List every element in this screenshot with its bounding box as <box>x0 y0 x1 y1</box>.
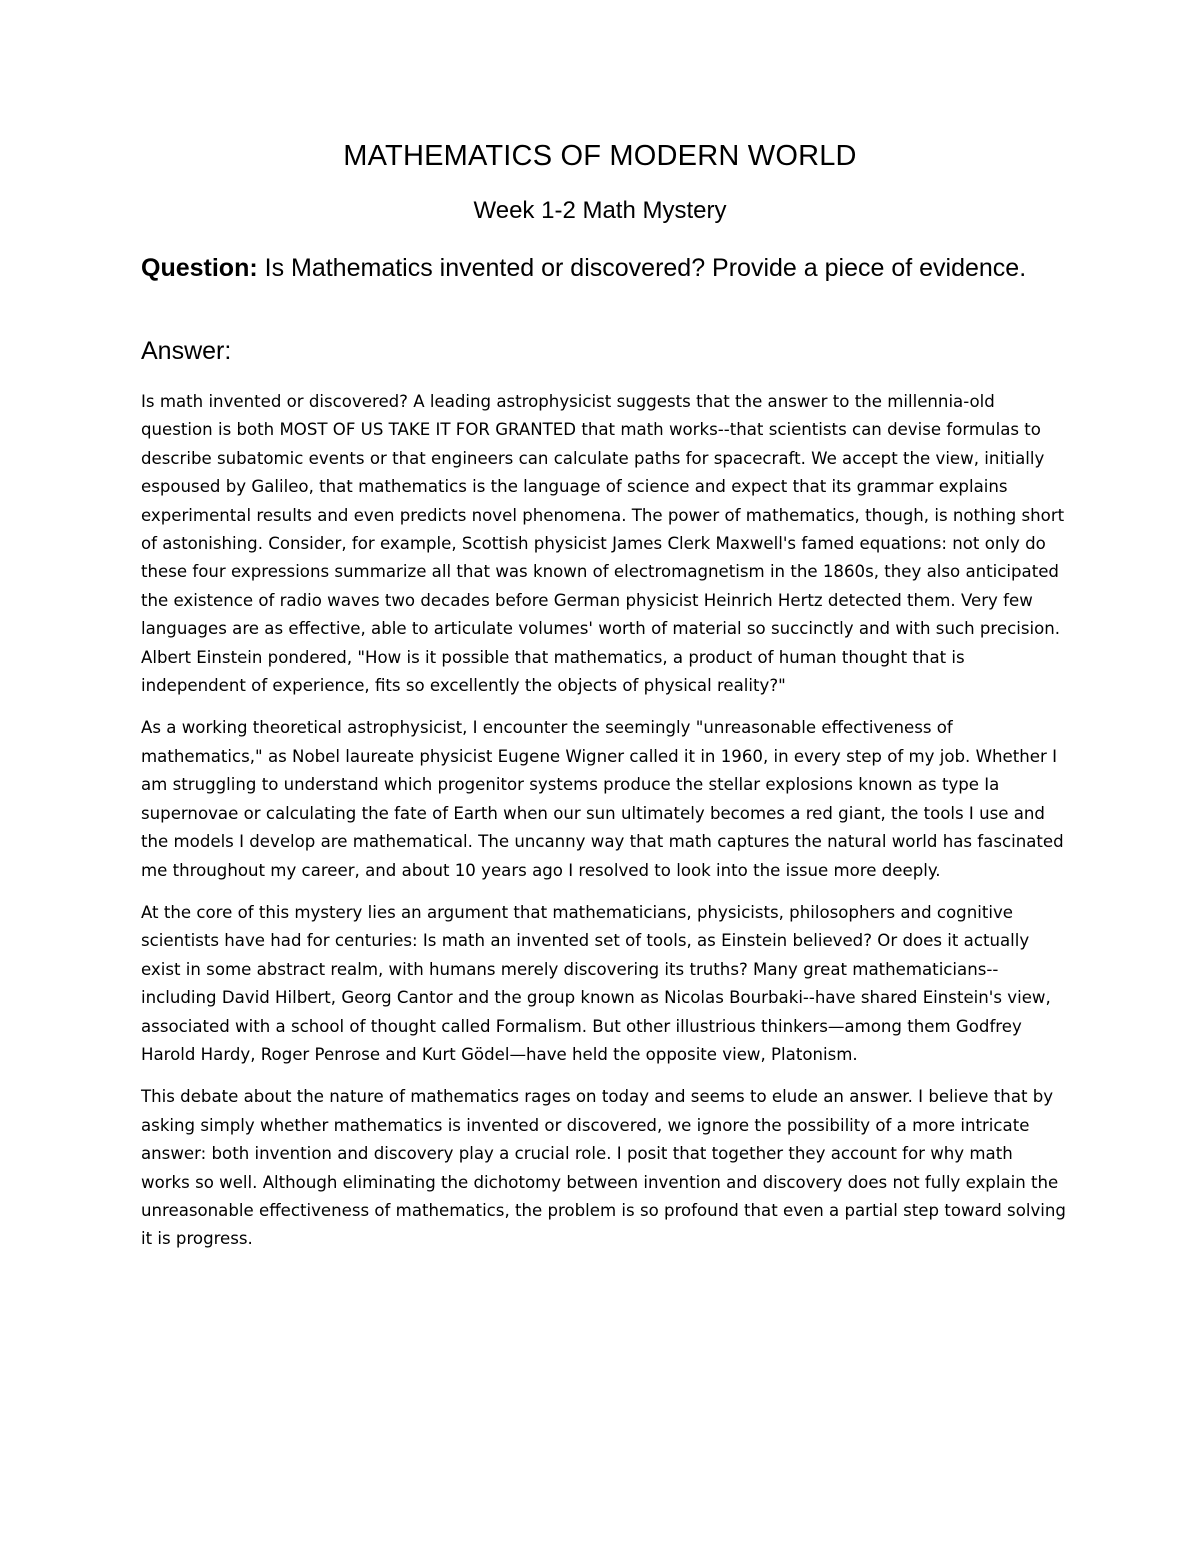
answer-paragraph: This debate about the nature of mathematics rages on today and seems to elude an answer. I believe that by asking simply whether mathematics is invented or discovered, we ignore the possibility of a more intricate answer: both invention and discovery play a crucial role. I posit that together they account for why math works so well. Although eliminating the dichotomy between invention and discovery does not fully explain the unreasonable effectiveness of mathematics, the problem is so profound that even a partial step toward solving it is progress. <box>141 1087 1066 1249</box>
answer-paragraph: As a working theoretical astrophysicist, I encounter the seemingly "unreasonable effectiveness of mathematics," as Nobel laureate physicist Eugene Wigner called it in 1960, in every step of my job. Whether I am struggling to understand which progenitor systems produce the stellar explosions known as type Ia supernovae or calculating the fate of Earth when our sun ultimately becomes a red giant, the tools I use and the models I develop are mathematical. The uncanny way that math captures the natural world has fascinated me throughout my career, and about 10 years ago I resolved to look into the issue more deeply. <box>141 718 1064 880</box>
answer-paragraph: Is math invented or discovered? A leading astrophysicist suggests that the answer to the millennia-old question is both MOST OF US TAKE IT FOR GRANTED that math works--that scientists can devise formulas to describe subatomic events or that engineers can calculate paths for spacecraft. We accept the view, initially espoused by Galileo, that mathematics is the language of science and expect that its grammar explains experimental results and even predicts novel phenomena. The power of mathematics, though, is nothing short of astonishing. Consider, for example, Scottish physicist James Clerk Maxwell's famed equations: not only do these four expressions summarize all that was known of electromagnetism in the 1860s, they also anticipated the existence of radio waves two decades before German physicist Heinrich Hertz detected them. Very few languages are as effective, able to articulate volumes' worth of material so succinctly and with such precision. Albert Einstein pondered, "How is it possible that mathematics, a product of human thought that is independent of experience, fits so excellently the objects of physical reality?" <box>141 392 1065 696</box>
document-title: MATHEMATICS OF MODERN WORLD <box>343 140 857 172</box>
question-block <box>141 250 1041 286</box>
answer-body <box>141 388 1066 1268</box>
answer-paragraph: At the core of this mystery lies an argument that mathematicians, physicists, philosophers and cognitive scientists have had for centuries: Is math an invented set of tools, as Einstein believed? Or does it actually exist in some abstract realm, with humans merely discovering its truths? Many great mathematicians--including David Hilbert, Georg Cantor and the group known as Nicolas Bourbaki--have shared Einstein's view, associated with a school of thought called Formalism. But other illustrious thinkers—among them Godfrey Harold Hardy, Roger Penrose and Kurt Gödel—have held the opposite view, Platonism. <box>141 902 1051 1064</box>
answer-label: Answer: <box>141 337 232 365</box>
question-text: Is Mathematics invented or discovered? Provide a piece of evidence. <box>257 254 1027 282</box>
question-label: Question: <box>141 254 258 282</box>
document-subtitle: Week 1-2 Math Mystery <box>473 197 727 224</box>
